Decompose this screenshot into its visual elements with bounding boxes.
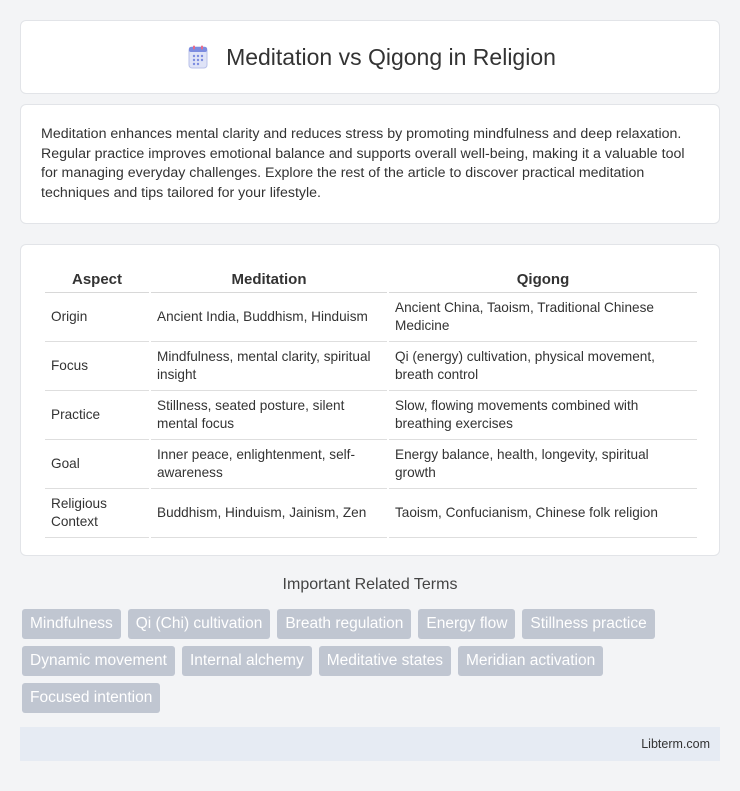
table-row <box>45 293 697 342</box>
cell-aspect: Practice <box>45 391 149 440</box>
intro-card <box>20 104 720 224</box>
comparison-table-card <box>20 244 720 556</box>
cell-qigong: Ancient China, Taoism, Traditional Chinese Medicine <box>389 293 697 342</box>
cell-aspect: Origin <box>45 293 149 342</box>
header-aspect: Aspect <box>45 265 149 293</box>
term-tag[interactable]: Stillness practice <box>522 609 654 639</box>
cell-meditation: Stillness, seated posture, silent mental focus <box>151 391 387 440</box>
table-row <box>45 440 697 489</box>
cell-qigong: Energy balance, health, longevity, spiritual growth <box>389 440 697 489</box>
footer <box>20 727 720 761</box>
cell-meditation: Inner peace, enlightenment, self-awareness <box>151 440 387 489</box>
list-document-icon <box>184 43 212 71</box>
cell-qigong: Taoism, Confucianism, Chinese folk religion <box>389 489 697 538</box>
term-tag[interactable]: Meditative states <box>319 646 451 676</box>
cell-aspect: Goal <box>45 440 149 489</box>
header-inner <box>184 43 556 71</box>
footer-site-link[interactable]: Libterm.com <box>641 737 710 751</box>
table-header-row <box>45 265 697 293</box>
related-terms-list <box>22 609 722 713</box>
cell-qigong: Slow, flowing movements combined with breathing exercises <box>389 391 697 440</box>
term-tag[interactable]: Qi (Chi) cultivation <box>128 609 271 639</box>
cell-meditation: Buddhism, Hinduism, Jainism, Zen <box>151 489 387 538</box>
table-row <box>45 489 697 538</box>
table-row <box>45 342 697 391</box>
cell-aspect: Focus <box>45 342 149 391</box>
term-tag[interactable]: Dynamic movement <box>22 646 175 676</box>
term-tag[interactable]: Energy flow <box>418 609 515 639</box>
term-tag[interactable]: Breath regulation <box>277 609 411 639</box>
header-meditation: Meditation <box>151 265 387 293</box>
term-tag[interactable]: Internal alchemy <box>182 646 312 676</box>
related-terms-heading: Important Related Terms <box>282 576 458 593</box>
term-tag[interactable]: Mindfulness <box>22 609 121 639</box>
cell-qigong: Qi (energy) cultivation, physical movement, breath control <box>389 342 697 391</box>
intro-paragraph: Meditation enhances mental clarity and reduces stress by promoting mindfulness and deep relaxation. Regular practice improves emotional balance and supports overall well-being, making it a valuable tool for managing everyday challenges. Explore the rest of the article to discover practical meditation techniques and tips tailored for your lifestyle. <box>41 126 685 201</box>
term-tag[interactable]: Meridian activation <box>458 646 603 676</box>
comparison-table <box>43 265 699 538</box>
table-row <box>45 391 697 440</box>
cell-meditation: Ancient India, Buddhism, Hinduism <box>151 293 387 342</box>
header-qigong: Qigong <box>389 265 697 293</box>
cell-aspect: Religious Context <box>45 489 149 538</box>
header-card <box>20 20 720 94</box>
cell-meditation: Mindfulness, mental clarity, spiritual insight <box>151 342 387 391</box>
term-tag[interactable]: Focused intention <box>22 683 160 713</box>
page-title: Meditation vs Qigong in Religion <box>226 43 556 70</box>
